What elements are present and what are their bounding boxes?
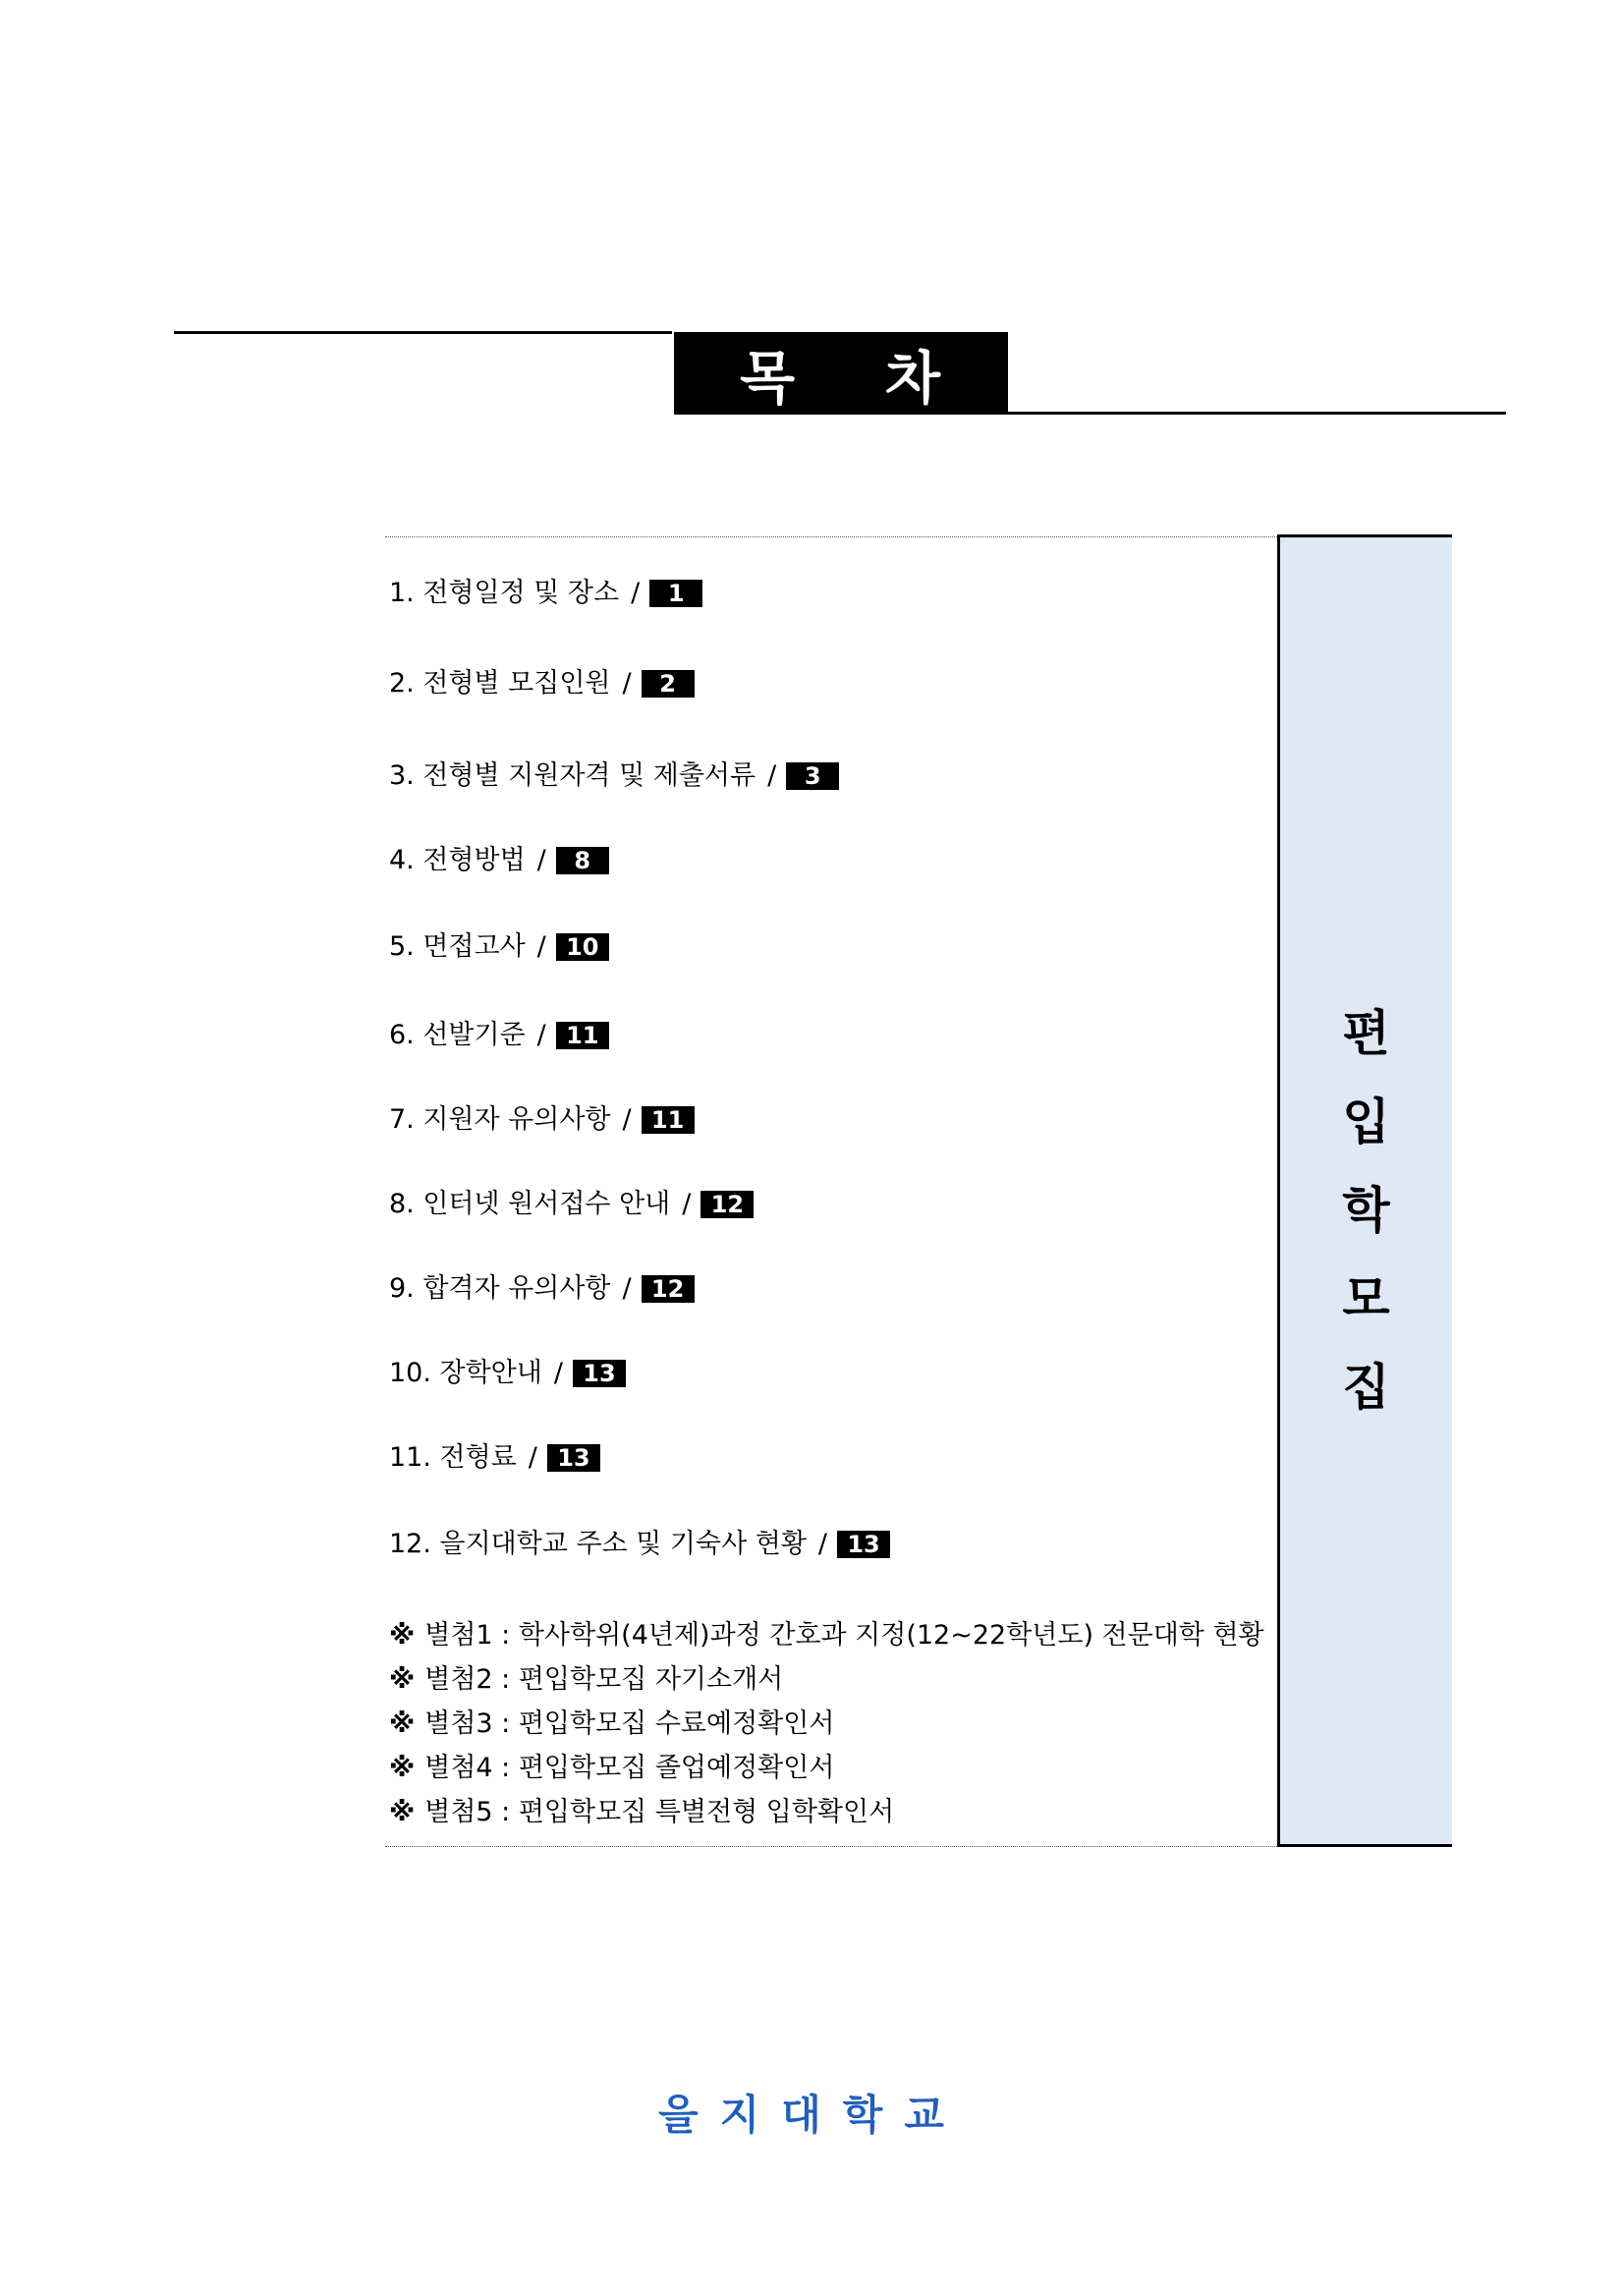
side-title-char: 학	[1342, 1182, 1390, 1239]
appendix-item-text: 별첨2 : 편입학모집 자기소개서	[424, 1664, 784, 1695]
toc-item-label: 11. 전형료	[389, 1442, 517, 1473]
toc-item-label: 6. 선발기준	[389, 1020, 526, 1050]
reference-mark: ※	[389, 1664, 416, 1695]
appendix-item[interactable]	[389, 1746, 1264, 1790]
toc-page-number: 11	[642, 1106, 695, 1134]
page-title	[674, 332, 1008, 415]
appendix-item[interactable]	[389, 1613, 1264, 1657]
toc-item-separator: /	[622, 1104, 632, 1135]
side-title	[1280, 989, 1452, 1431]
toc-item-label: 10. 장학안내	[389, 1358, 542, 1388]
appendix-item[interactable]	[389, 1790, 1264, 1834]
appendix-item-text: 별첨5 : 편입학모집 특별전형 입학확인서	[424, 1797, 895, 1827]
reference-mark: ※	[389, 1708, 416, 1739]
appendix-item-text: 별첨1 : 학사학위(4년제)과정 간호과 지정(12~22학년도) 전문대학 현황	[424, 1620, 1264, 1651]
title-rule-bottom	[1008, 412, 1506, 415]
toc-item-separator: /	[553, 1358, 563, 1388]
toc-item[interactable]	[389, 929, 609, 965]
title-rule-top	[174, 331, 672, 334]
toc-item[interactable]	[389, 1527, 890, 1562]
toc-item-label: 9. 합격자 유의사항	[389, 1273, 611, 1304]
toc-item-separator: /	[622, 668, 632, 699]
toc-item-separator: /	[631, 578, 641, 608]
toc-item-separator: /	[536, 1020, 546, 1050]
toc-item-label: 12. 을지대학교 주소 및 기숙사 현황	[389, 1529, 807, 1559]
page-title-char-1: 목	[739, 345, 797, 412]
toc-page-number: 13	[837, 1531, 890, 1558]
appendix-item[interactable]	[389, 1657, 1264, 1702]
toc-page-number: 2	[642, 670, 695, 698]
side-title-char: 집	[1342, 1359, 1390, 1416]
toc-item-separator: /	[682, 1189, 692, 1219]
toc-item-label: 3. 전형별 지원자격 및 제출서류	[389, 760, 756, 791]
toc-item-label: 7. 지원자 유의사항	[389, 1104, 611, 1135]
side-title-char: 입	[1342, 1093, 1390, 1150]
page-title-char-2: 차	[885, 345, 943, 412]
toc-page-number: 13	[573, 1360, 626, 1387]
appendix-item[interactable]	[389, 1702, 1264, 1746]
toc-page-number: 10	[556, 933, 609, 961]
toc-item-label: 2. 전형별 모집인원	[389, 668, 611, 699]
reference-mark: ※	[389, 1620, 416, 1651]
side-title-char: 모	[1342, 1270, 1390, 1327]
toc-item[interactable]	[389, 758, 839, 794]
toc-item[interactable]	[389, 1187, 754, 1222]
toc-item-label: 4. 전형방법	[389, 845, 526, 875]
toc-item[interactable]	[389, 843, 609, 878]
toc-item[interactable]	[389, 666, 695, 701]
toc-item-label: 5. 면접고사	[389, 931, 526, 962]
appendix-list	[389, 1613, 1264, 1834]
toc-item-separator: /	[622, 1273, 632, 1304]
toc-item[interactable]	[389, 1356, 626, 1391]
toc-item-separator: /	[536, 845, 546, 875]
toc-item-label: 8. 인터넷 원서접수 안내	[389, 1189, 671, 1219]
toc-page-number: 12	[700, 1191, 754, 1218]
toc-page-number: 1	[649, 580, 702, 607]
side-panel	[1277, 534, 1452, 1847]
toc-item-separator: /	[528, 1442, 537, 1473]
toc-item-separator: /	[817, 1529, 828, 1559]
toc-page-number: 12	[642, 1275, 695, 1303]
reference-mark: ※	[389, 1753, 416, 1783]
toc-page-number: 11	[556, 1022, 609, 1049]
toc-item[interactable]	[389, 576, 702, 611]
institution-name: 을지대학교	[658, 2091, 966, 2139]
appendix-item-text: 별첨4 : 편입학모집 졸업예정확인서	[424, 1753, 835, 1783]
toc-page-number: 13	[547, 1444, 600, 1472]
reference-mark: ※	[389, 1797, 416, 1827]
toc-page-number: 8	[556, 847, 609, 874]
toc-page-number: 3	[786, 762, 839, 790]
toc-item-separator: /	[536, 931, 546, 962]
appendix-item-text: 별첨3 : 편입학모집 수료예정확인서	[424, 1708, 835, 1739]
toc-item[interactable]	[389, 1102, 695, 1138]
toc-item-label: 1. 전형일정 및 장소	[389, 578, 620, 608]
toc-item[interactable]	[389, 1018, 609, 1053]
toc-item-separator: /	[767, 760, 777, 791]
toc-item[interactable]	[389, 1271, 695, 1307]
toc-item[interactable]	[389, 1440, 600, 1476]
side-title-char: 편	[1342, 1005, 1390, 1062]
